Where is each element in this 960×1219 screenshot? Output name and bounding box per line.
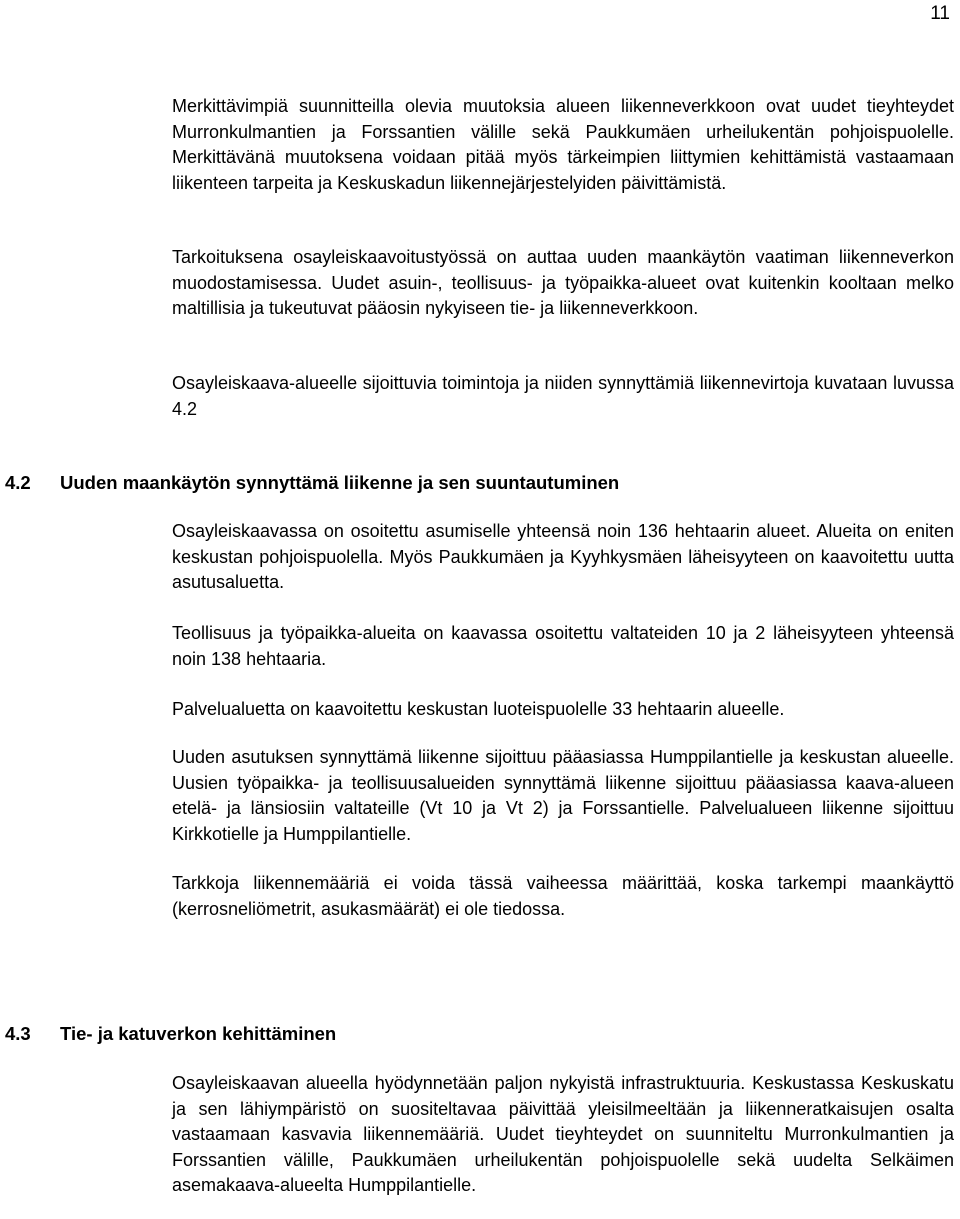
page-number: 11 (930, 3, 950, 24)
section-4-3-paragraph-1: Osayleiskaavan alueella hyödynnetään paljon nykyistä infrastruktuuria. Keskustassa Keskuskatu ja sen lähiympäristö on suositeltavaa päivittää yleisilmeeltään ja liikenneratkaisujen osalta vastaamaan kasvavia liikennemääriä. Uudet tieyhteydet on suunniteltu Murronkulmantien ja Forssantien välille, Paukkumäen urheilukentän pohjoispuolelle sekä uudelta Selkäimen asemakaava-alueelta Humppilantielle. (172, 1073, 954, 1195)
section-4-2-paragraph-2: Teollisuus ja työpaikka-alueita on kaavassa osoitettu valtateiden 10 ja 2 läheisyyteen yhteensä noin 138 hehtaaria. (172, 623, 954, 669)
intro-paragraph-2: Tarkoituksena osayleiskaavoitustyössä on auttaa uuden maankäytön vaatiman liikenneverkon muodostamisessa. Uudet asuin-, teollisuus- ja työpaikka-alueet ovat kuitenkin kooltaan melko maltillisia ja tukeutuvat pääosin nykyiseen tie- ja liikenneverkkoon. (172, 247, 954, 318)
intro-paragraph-1: Merkittävimpiä suunnitteilla olevia muutoksia alueen liikenneverkkoon ovat uudet tieyhteydet Murronkulmantien ja Forssantien välille sekä Paukkumäen urheilukentän pohjoispuolelle. Merkittävänä muutoksena voidaan pitää myös tärkeimpien liittymien kehittämistä vastaamaan liikenteen tarpeita ja Keskuskadun liikennejärjestelyiden päivittämistä. (172, 96, 954, 193)
section-title: Tie- ja katuverkon kehittäminen (60, 1023, 337, 1044)
section-heading-4-2 (5, 471, 619, 495)
section-heading-4-3 (5, 1022, 336, 1046)
section-4-2-paragraph-1: Osayleiskaavassa on osoitettu asumiselle yhteensä noin 136 hehtaarin alueet. Alueita on eniten keskustan pohjoispuolella. Myös Paukkumäen ja Kyyhkysmäen läheisyyteen on kaavoitettu uutta asutusaluetta. (172, 521, 954, 592)
section-4-2-paragraph-4: Uuden asutuksen synnyttämä liikenne sijoittuu pääasiassa Humppilantielle ja keskustan alueelle. Uusien työpaikka- ja teollisuusalueiden synnyttämä liikenne sijoittuu pääasiassa kaava-alueen etelä- ja länsiosiin valtateille (Vt 10 ja Vt 2) ja Forssantielle. Palvelualueen liikenne sijoittuu Kirkkotielle ja Humppilantielle. (172, 747, 954, 844)
intro-paragraph-3: Osayleiskaava-alueelle sijoittuvia toimintoja ja niiden synnyttämiä liikennevirtoja kuvataan luvussa 4.2 (172, 373, 954, 419)
section-4-2-paragraph-5: Tarkkoja liikennemääriä ei voida tässä vaiheessa määrittää, koska tarkempi maankäyttö (kerrosneliömetrit, asukasmäärät) ei ole tiedossa. (172, 873, 954, 919)
section-number: 4.2 (5, 472, 31, 493)
section-number: 4.3 (5, 1023, 31, 1044)
section-title: Uuden maankäytön synnyttämä liikenne ja sen suuntautuminen (60, 472, 620, 493)
section-4-2-paragraph-3: Palvelualuetta on kaavoitettu keskustan luoteispuolelle 33 hehtaarin alueelle. (172, 699, 785, 719)
